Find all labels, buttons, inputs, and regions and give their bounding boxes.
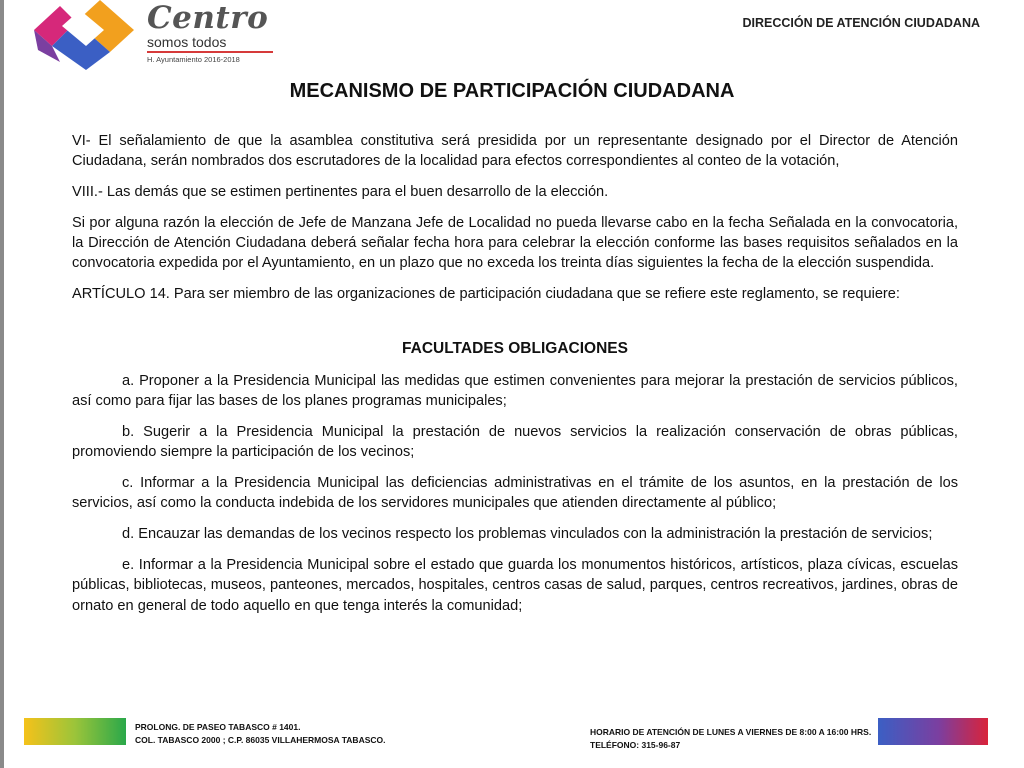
centro-logo [30,0,290,70]
document-body [72,131,958,626]
footer-right-color-bar [878,718,988,745]
footer-phone: TELÉFONO: 315-96-87 [590,740,681,750]
page-edge-rule [0,0,4,768]
logo-subtitle: somos todos [147,34,227,50]
list-item: e. Informar a la Presidencia Municipal sobre el estado que guarda los monumentos históricos, artísticos, plaza cívicas, escuelas públicas, bibliotecas, museos, panteones, mercados, hospitales, centros casas de salud, parques, centros recreativos, jardines, obras de ornato en general de todo aquello en que tenga interés la comunidad; [72,556,958,614]
section-heading: FACULTADES OBLIGACIONES [402,339,628,357]
centro-emblem-icon [30,0,140,70]
list-item: b. Sugerir a la Presidencia Municipal la prestación de nuevos servicios la realización conservación de obras públicas, promoviendo siempre la participación de los vecinos; [72,423,958,461]
footer-address-line: COL. TABASCO 2000 ; C.P. 86035 VILLAHERMOSA TABASCO. [135,735,386,745]
list-item: c. Informar a la Presidencia Municipal las deficiencias administrativas en el trámite de los asuntos, en la prestación de los servicios, así como la conducta indebida de los servidores municipales que atienden directamente al público; [72,475,958,512]
department-heading: DIRECCIÓN DE ATENCIÓN CIUDADANA [742,16,980,30]
paragraph: Si por alguna razón la elección de Jefe de Manzana Jefe de Localidad no pueda llevarse cabo en la fecha Señalada en la convocatoria, la Dirección de Atención Ciudadana deberá señalar fecha hora para celebrar la elección conforme las bases requisitos señalados en la convocatoria expedida por el Ayuntamiento, en un plazo que no exceda los treinta días siguientes la fecha de la elección suspendida. [72,214,958,272]
footer-left-color-bar [24,718,126,745]
footer-contact [590,726,871,752]
page-title: MECANISMO DE PARTICIPACIÓN CIUDADANA [289,80,735,102]
paragraph: ARTÍCULO 14. Para ser miembro de las organizaciones de participación ciudadana que se refiere este reglamento, se requiere: [72,286,900,303]
list-item: a. Proponer a la Presidencia Municipal las medidas que estimen convenientes para mejorar la prestación de servicios públicos, así como para fijar las bases de los planes programas municipales; [72,372,958,410]
logo-tagline: H. Ayuntamiento 2016-2018 [147,55,240,64]
paragraph: VIII.- Las demás que se estimen pertinentes para el buen desarrollo de la elección. [72,184,609,201]
footer-address-line: PROLONG. DE PASEO TABASCO # 1401. [135,722,301,732]
logo-underline [147,51,273,53]
footer-address [135,721,385,747]
logo-wordmark: Centro [147,0,269,36]
footer-hours: HORARIO DE ATENCIÓN DE LUNES A VIERNES DE 8:00 A 16:00 HRS. [590,727,872,737]
list-item: d. Encauzar las demandas de los vecinos respecto los problemas vinculados con la administración la prestación de servicios; [122,526,933,543]
paragraph: VI- El señalamiento de que la asamblea constitutiva será presidida por un representante designado por el Director de Atención Ciudadana, serán nombrados dos escrutadores de la localidad para efectos correspondientes al conteo de la votación, [72,133,958,170]
